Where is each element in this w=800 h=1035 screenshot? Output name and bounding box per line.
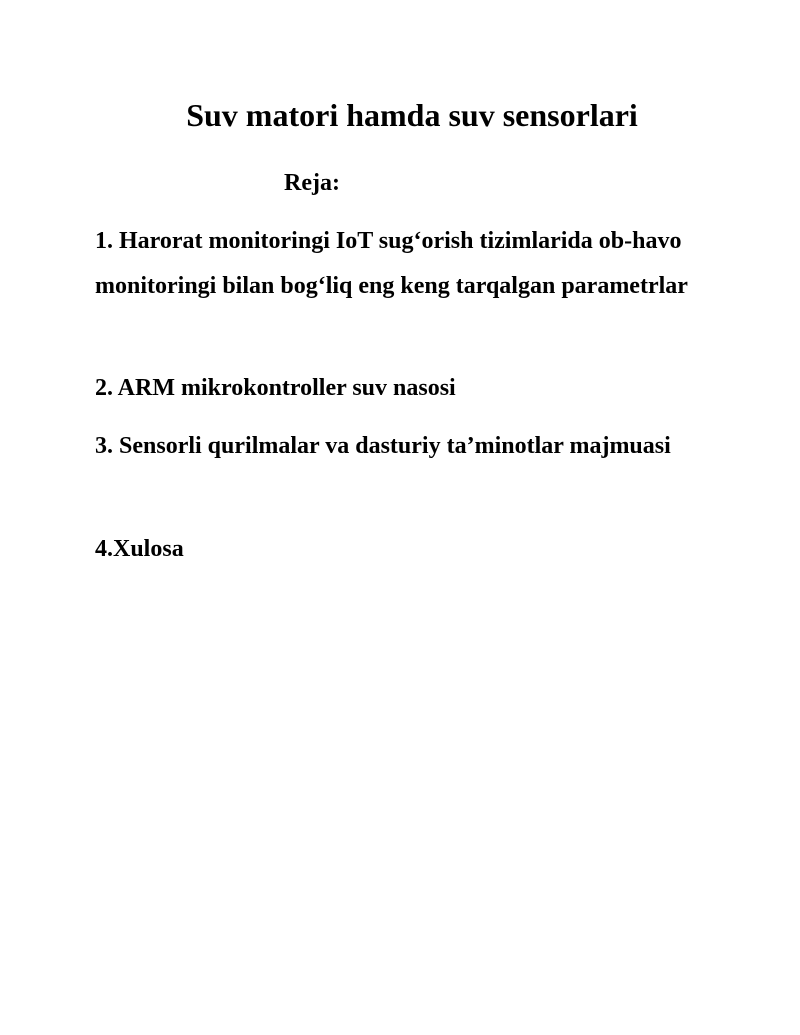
document-title: Suv matori hamda suv sensorlari [186,97,638,133]
plan-heading: Reja: [284,170,340,196]
plan-item-2: 2. ARM mikrokontroller suv nasosi [95,375,456,401]
plan-item-4: 4.Xulosa [95,536,184,562]
plan-item-1: 1. Harorat monitoringi IoT sug‘orish tizimlarida ob-havo monitoringi bilan bog‘liq eng keng tarqalgan parametrlar [95,228,688,299]
plan-item-3: 3. Sensorli qurilmalar va dasturiy ta’minotlar majmuasi [95,433,671,459]
